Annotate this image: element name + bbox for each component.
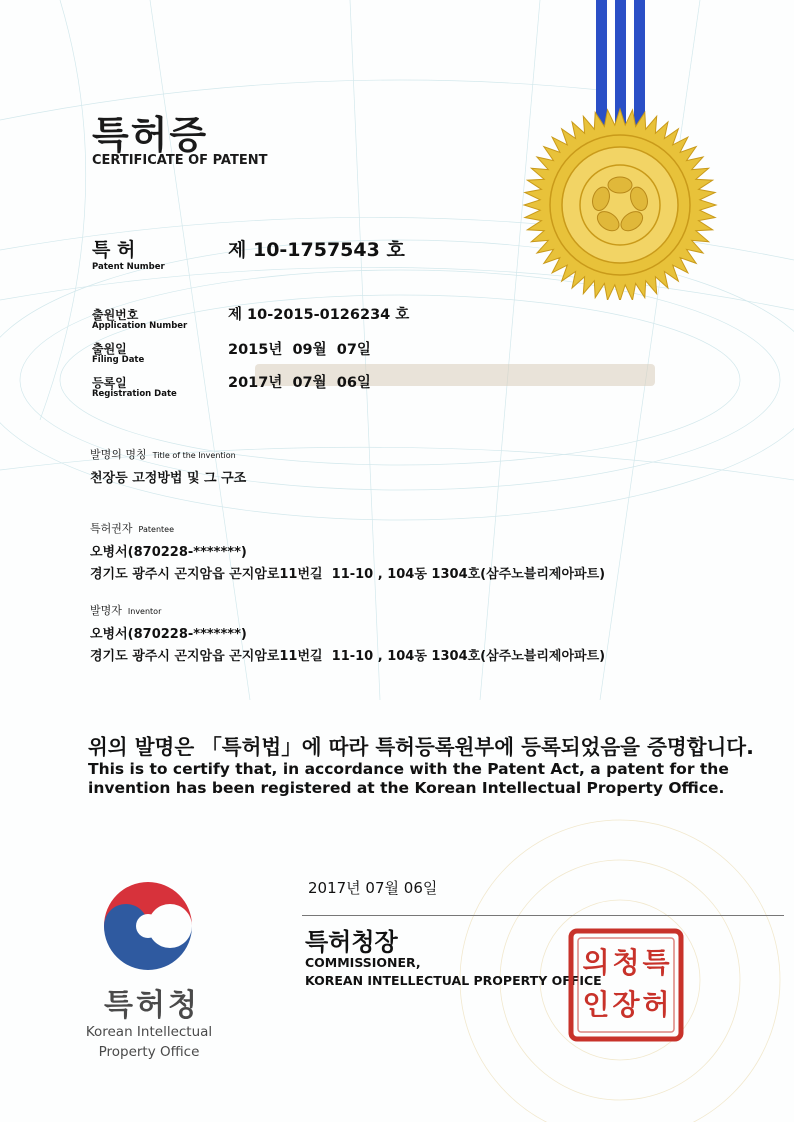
invention-title-value: 천장등 고정방법 및 그 구조	[90, 471, 247, 486]
patentee-name: 오병서(870228-*******)	[90, 545, 247, 560]
seal-character: 의	[582, 946, 610, 979]
application-number-label-ko: 출원번호	[92, 308, 139, 322]
registration-date-label-en: Registration Date	[92, 389, 177, 399]
certification-statement-korean: 위의 발명은 「특허법」에 따라 특허등록원부에 등록되었음을 증명합니다.	[88, 735, 754, 759]
inventor-name: 오병서(870228-*******)	[90, 627, 247, 642]
inventor-label-ko: 발명자	[90, 604, 122, 617]
patent-number-label-en: Patent Number	[92, 262, 165, 272]
commissioner-title-english	[305, 954, 602, 990]
patentee-label-ko: 특허권자	[90, 522, 133, 535]
application-number-label-en: Application Number	[92, 321, 188, 331]
commissioner-title-line1: COMMISSIONER,	[305, 955, 421, 970]
certificate-title-korean: 특허증	[92, 113, 209, 157]
kipo-name-english	[60, 1022, 238, 1062]
seal-character: 허	[642, 988, 670, 1021]
seal-character: 장	[612, 988, 640, 1021]
inventor-address: 경기도 광주시 곤지암읍 곤지암로11번길 11-10 , 104동 1304호(삼주노블리제아파트)	[90, 649, 606, 664]
registration-date-label-ko: 등록일	[92, 376, 127, 390]
certification-statement-english: This is to certify that, in accordance with the Patent Act, a patent for the invention has been registered at the Korean Intellectual Property Office.	[88, 760, 729, 797]
patent-number-label-ko: 특 허	[92, 239, 136, 261]
commissioner-title-line2: KOREAN INTELLECTUAL PROPERTY OFFICE	[305, 973, 602, 988]
filing-date-label-ko: 출원일	[92, 342, 127, 356]
signature-divider	[302, 915, 784, 916]
patent-number-value: 제 10-1757543 호	[228, 239, 405, 261]
seal-character: 인	[582, 988, 610, 1021]
inventor-label	[90, 602, 161, 618]
filing-date-value: 2015년 09월 07일	[228, 342, 371, 358]
seal-petal	[608, 177, 632, 193]
invention-title-label-en: Title of the Invention	[152, 451, 236, 460]
issue-date: 2017년 07월 06일	[308, 879, 438, 897]
seal-character: 특	[642, 946, 670, 979]
patentee-label-en: Patentee	[138, 525, 174, 534]
registration-date-value: 2017년 07월 06일	[228, 375, 371, 391]
certificate-title-english: CERTIFICATE OF PATENT	[92, 153, 268, 168]
gold-seal-with-ribbon	[520, 0, 730, 300]
seal-character: 청	[612, 946, 640, 979]
inventor-label-en: Inventor	[127, 607, 162, 616]
commissioner-title-korean: 특허청장	[305, 928, 398, 956]
filing-date-label-en: Filing Date	[92, 355, 145, 365]
kipo-name-english-line2: Property Office	[98, 1044, 200, 1060]
invention-title-label-ko: 발명의 명칭	[90, 448, 147, 461]
kipo-name-korean: 특허청	[104, 988, 200, 1023]
kipo-name-english-line1: Korean Intellectual	[85, 1024, 213, 1040]
gold-seal-icon	[524, 109, 716, 300]
patentee-label	[90, 520, 174, 536]
application-number-value: 제 10-2015-0126234 호	[228, 307, 410, 323]
patentee-address: 경기도 광주시 곤지암읍 곤지암로11번길 11-10 , 104동 1304호(삼주노블리제아파트)	[90, 567, 606, 582]
invention-title-label	[90, 446, 236, 462]
kipo-taegeuk-logo-icon	[98, 876, 198, 976]
official-red-seal	[568, 928, 684, 1042]
